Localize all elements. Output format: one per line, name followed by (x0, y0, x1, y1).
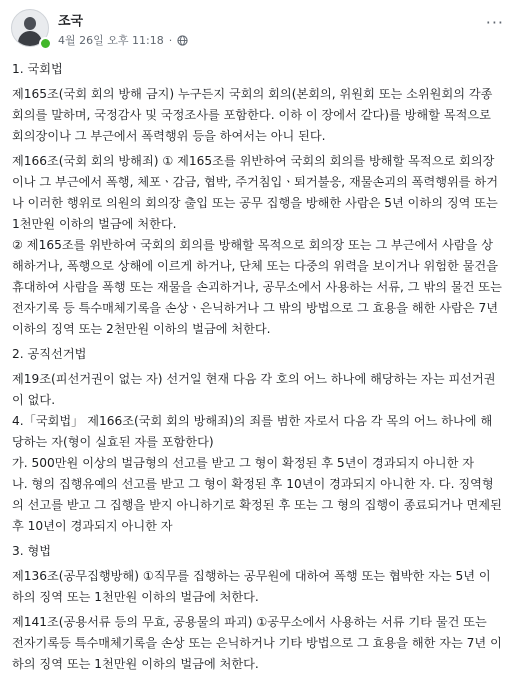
paragraph: 제165조(국회 회의 방해 금지) 누구든지 국회의 회의(본회의, 위원회 또는 소위원회의 각종 회의를 말하며, 국정감사 및 국정조사를 포함한다. 이하 이 장에서 같다)를 방해할 목적으로 회의장이나 그 부근에서 폭력행위 등을 하여서는 아니 된다. (12, 87, 493, 143)
post-meta (58, 32, 188, 48)
paragraph: 4.「국회법」 제166조(국회 회의 방해죄)의 죄를 범한 자로서 다음 각 목의 어느 하나에 해당하는 자(형이 실효된 자를 포함한다) (12, 414, 493, 449)
section-heading: 2. 공직선거법 (12, 347, 87, 361)
paragraph: 제166조(국회 회의 방해죄) ① 제165조를 위반하여 국회의 회의를 방해할 목적으로 회의장이나 그 부근에서 폭행, 체포ㆍ감금, 협박, 주거침입ㆍ퇴거불응, 재물손괴의 폭력행위를 하거나 이러한 행위로 의원의 회의장 출입 또는 공무 집행을 방해한 사람은 5년 이하의 징역 또는 1천만원 이하의 벌금에 처한다. (12, 154, 498, 231)
more-icon[interactable]: ··· (485, 13, 504, 32)
globe-icon[interactable] (177, 35, 188, 46)
post-timestamp[interactable]: 4월 26일 오후 11:18 (58, 34, 164, 47)
paragraph: 제19조(피선거권이 없는 자) 선거일 현재 다음 각 호의 어느 하나에 해당하는 자는 피선거권이 없다. (12, 372, 496, 407)
paragraph: 제136조(공무집행방해) ①직무를 집행하는 공무원에 대하여 폭행 또는 협박한 자는 5년 이하의 징역 또는 1천만원 이하의 벌금에 처한다. (12, 569, 491, 604)
meta-separator: · (168, 33, 173, 47)
paragraph: ② 제165조를 위반하여 국회의 회의를 방해할 목적으로 회의장 또는 그 부근에서 사람을 상해하거나, 폭행으로 상해에 이르게 하거나, 단체 또는 다중의 위력을 보이거나 위험한 물건을 휴대하여 사람을 폭행 또는 재물을 손괴하거나, 공무소에서 사용하는 서류, 그 밖의 물건 또는 전자기록 등 특수매체기록을 손상ㆍ은닉하거나 그 밖의 방법으로 그 효용을 해한 사람은 7년 이하의 징역 또는 2천만원 이하의 벌금에 처한다. (12, 238, 502, 336)
section-heading: 3. 형법 (12, 544, 52, 558)
author-name[interactable]: 조국 (58, 14, 84, 29)
paragraph: 가. 500만원 이상의 벌금형의 선고를 받고 그 형이 확정된 후 5년이 경과되지 아니한 자 (12, 456, 474, 470)
online-status-dot (39, 37, 52, 50)
section-heading: 1. 국회법 (12, 62, 63, 76)
paragraph: 나. 형의 집행유예의 선고를 받고 그 형이 확정된 후 10년이 경과되지 아니한 자. 다. 징역형의 선고를 받고 그 집행을 받지 아니하기로 확정된 후 또는 그 형의 집행이 종료되거나 면제된 후 10년이 경과되지 아니한 자 (12, 477, 502, 533)
post-header (0, 0, 513, 52)
avatar-head (24, 17, 36, 30)
post-content (12, 59, 502, 675)
paragraph: 제141조(공용서류 등의 무효, 공용물의 파괴) ①공무소에서 사용하는 서류 기타 물건 또는 전자기록등 특수매체기록을 손상 또는 은닉하거나 기타 방법으로 그 효용을 해한 자는 7년 이하의 징역 또는 1천만원 이하의 벌금에 처한다. (12, 615, 502, 671)
